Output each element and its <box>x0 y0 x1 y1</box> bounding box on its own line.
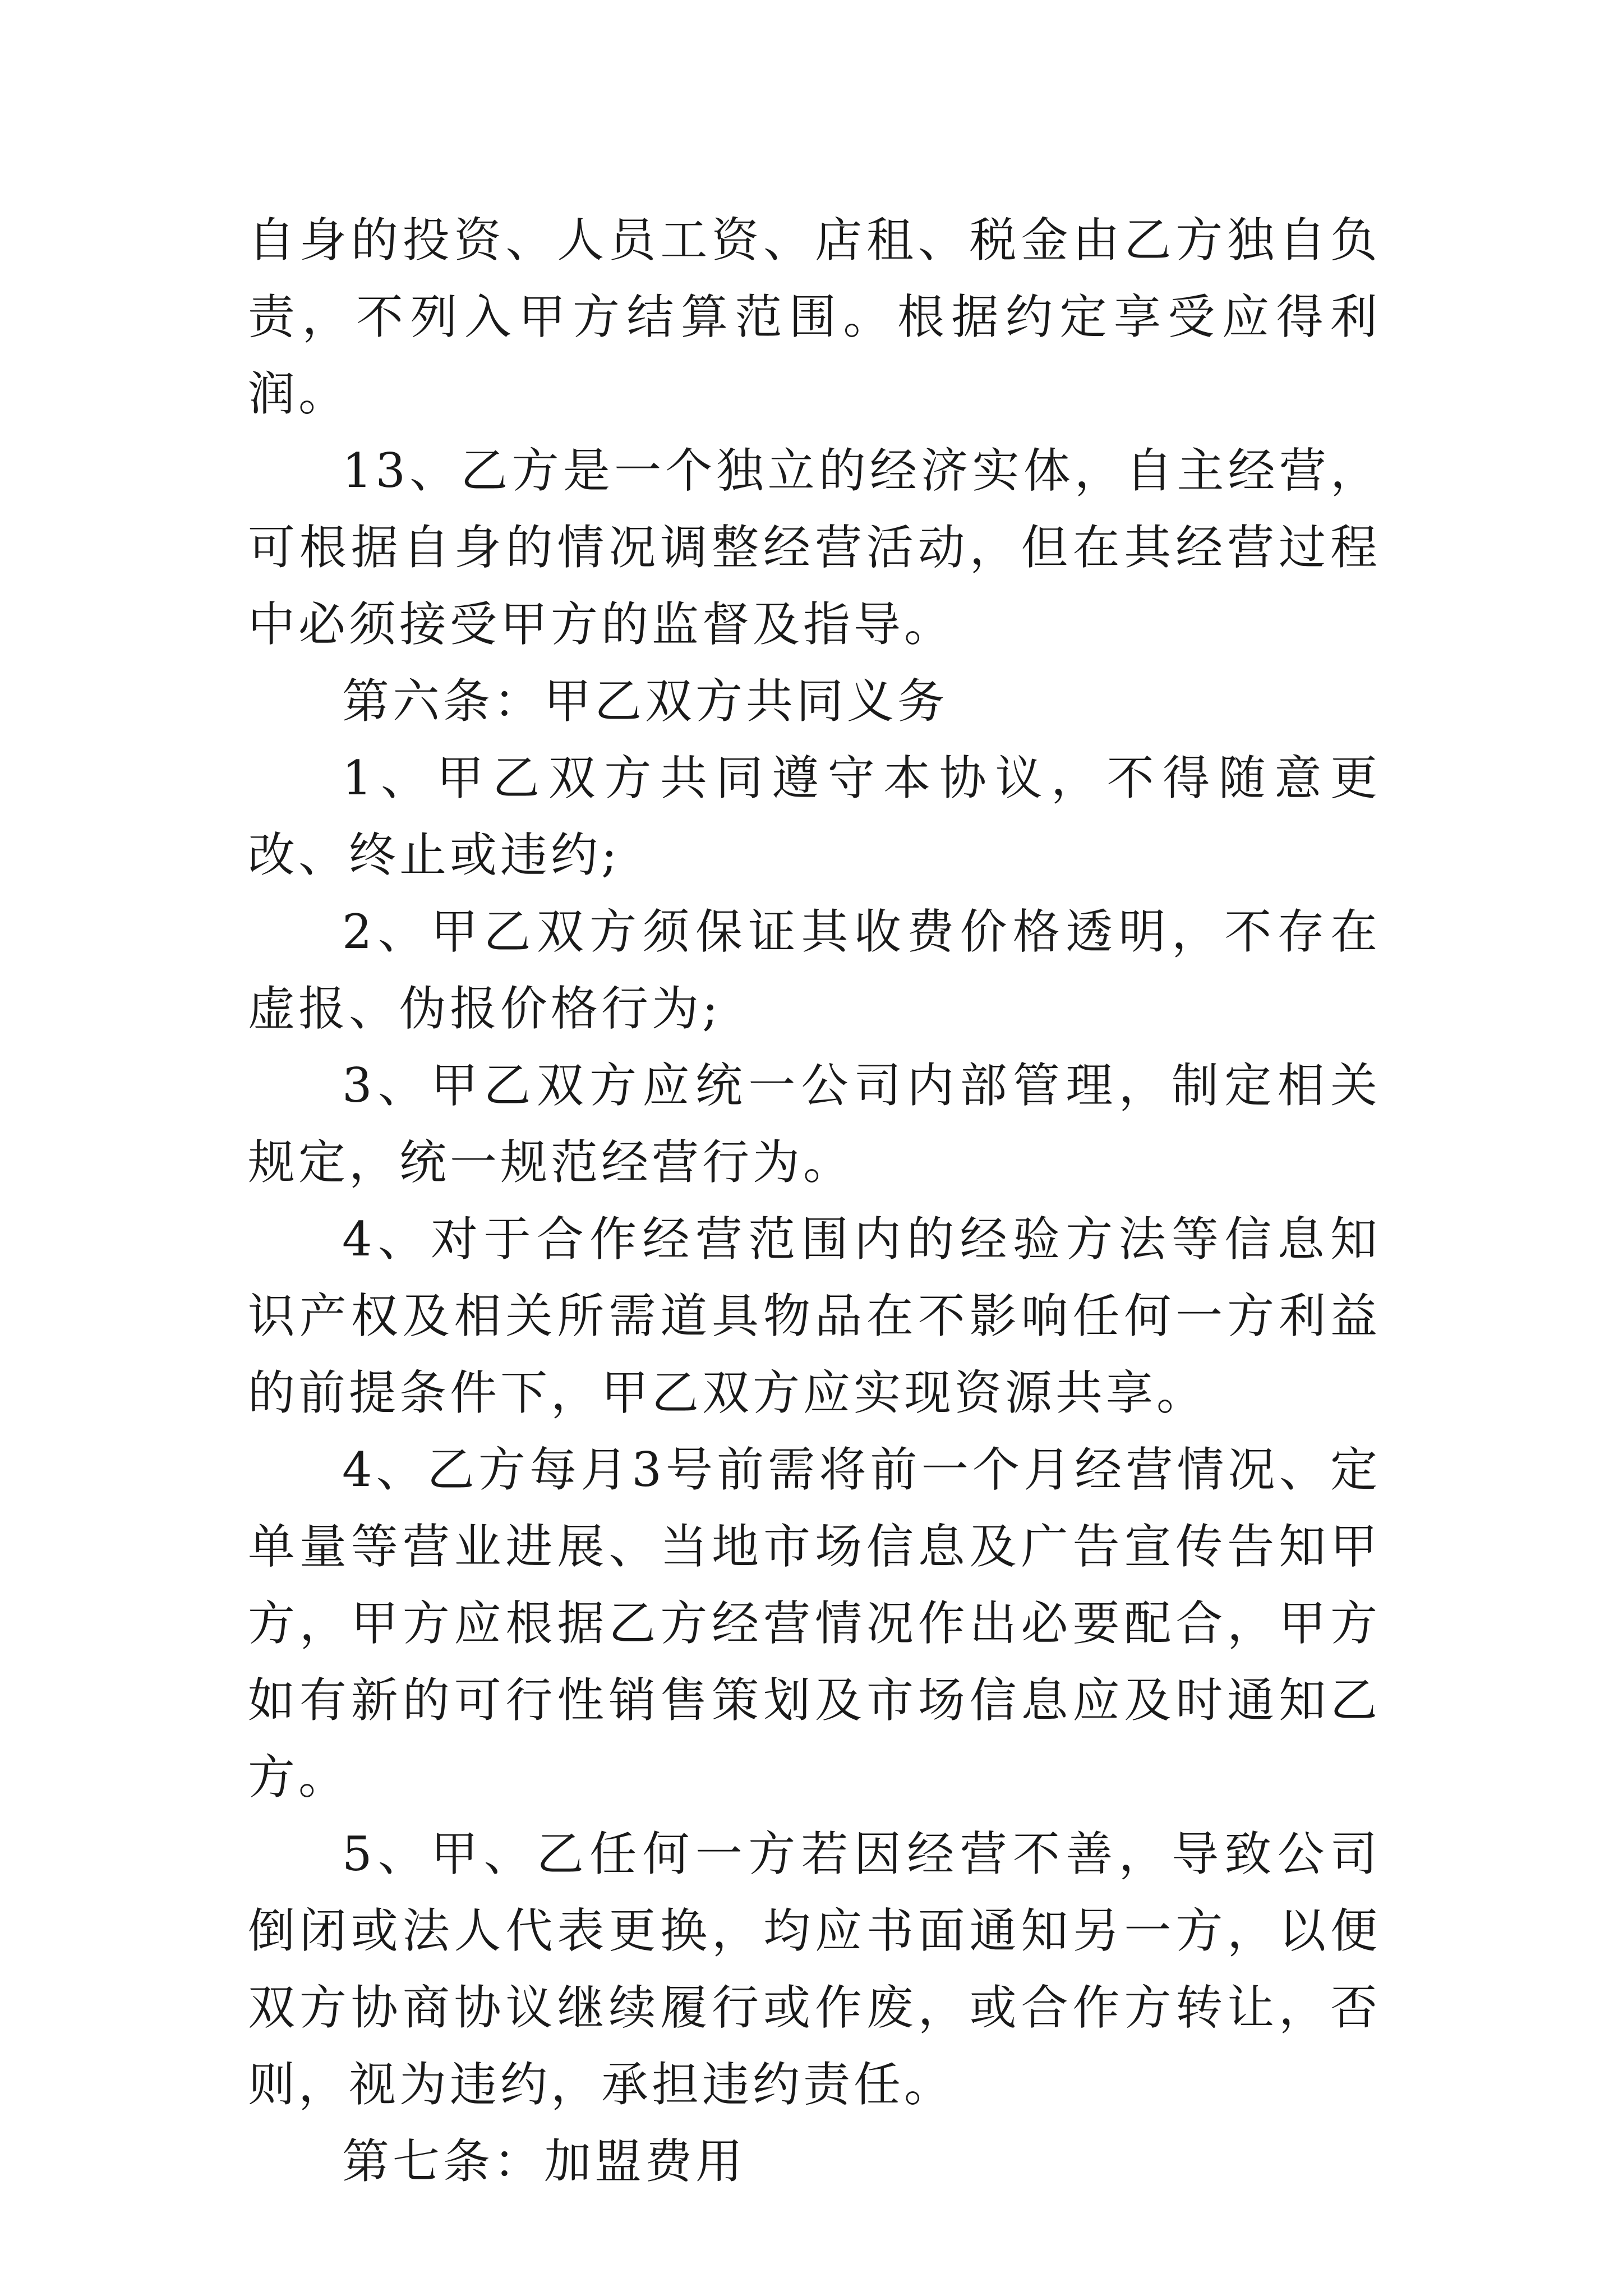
paragraph-clause-13: 13、乙方是一个独立的经济实体，自主经营，可根据自身的情况调整经营活动，但在其经营过程中必须接受甲方的监督及指导。 <box>248 443 1381 652</box>
paragraph-obligation-3: 3、甲乙双方应统一公司内部管理，制定相关规定，统一规范经营行为。 <box>248 1058 1381 1190</box>
paragraph-obligation-4b: 4、乙方每月3号前需将前一个月经营情况、定单量等营业进展、当地市场信息及广告宣传告知甲方，甲方应根据乙方经营情况作出必要配合，甲方如有新的可行性销售策划及市场信息应及时通知乙方。 <box>248 1442 1381 1805</box>
paragraph-obligation-4a: 4、对于合作经营范围内的经验方法等信息知识产权及相关所需道具物品在不影响任何一方利益的前提条件下，甲乙双方应实现资源共享。 <box>248 1212 1381 1420</box>
paragraph-continuation: 自身的投资、人员工资、店租、税金由乙方独自负责，不列入甲方结算范围。根据约定享受应得利润。 <box>248 213 1381 421</box>
document-body <box>248 202 1381 2200</box>
article-6-heading: 第六条：甲乙双方共同义务 <box>342 674 948 729</box>
paragraph-obligation-5: 5、甲、乙任何一方若因经营不善，导致公司倒闭或法人代表更换，均应书面通知另一方，以便双方协商协议继续履行或作废，或合作方转让，否则，视为违约，承担违约责任。 <box>248 1826 1381 2112</box>
article-7-heading: 第七条：加盟费用 <box>342 2134 746 2189</box>
paragraph-obligation-2: 2、甲乙双方须保证其收费价格透明，不存在虚报、伪报价格行为; <box>248 904 1381 1036</box>
paragraph-obligation-1: 1、甲乙双方共同遵守本协议，不得随意更改、终止或违约; <box>248 751 1381 882</box>
